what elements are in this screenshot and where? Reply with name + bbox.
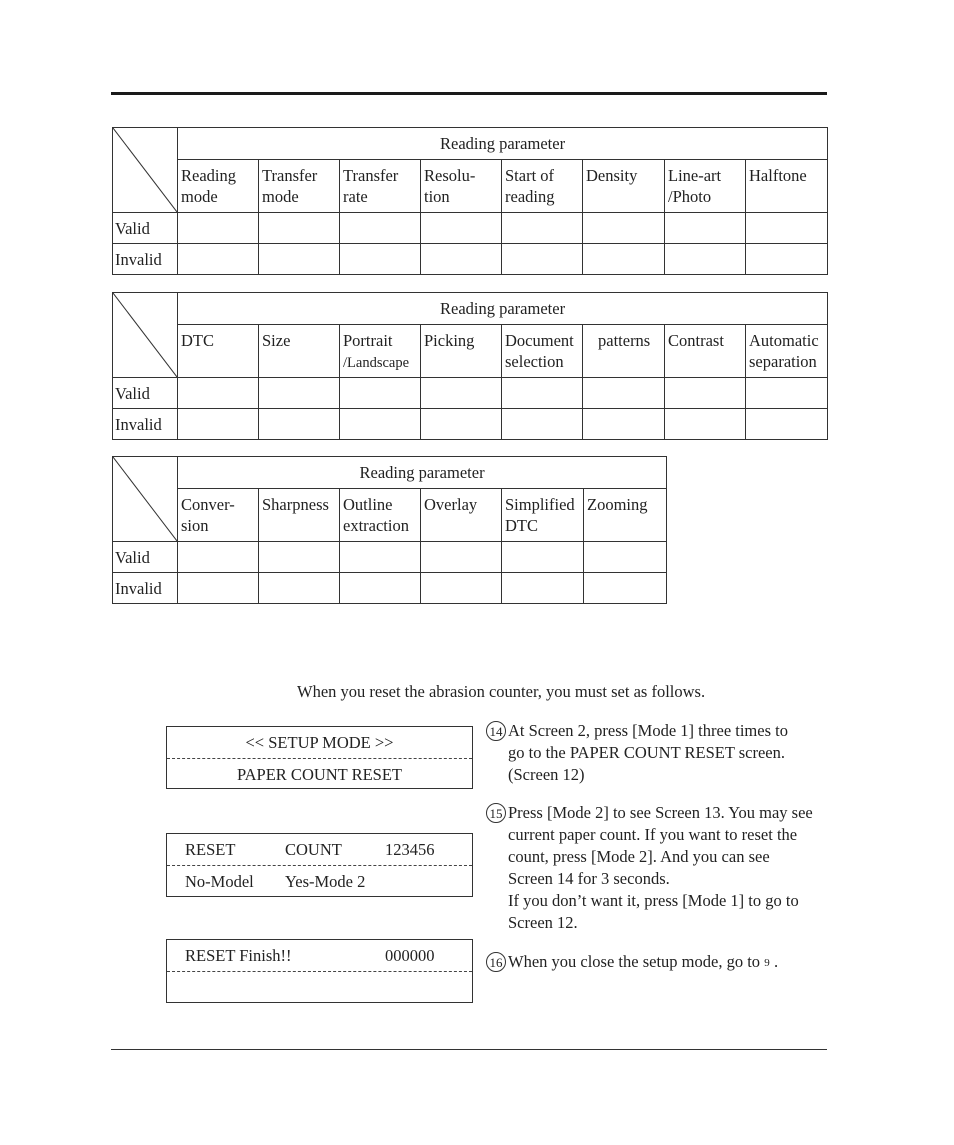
step-reference-circle: 9 xyxy=(764,957,770,969)
step-16 xyxy=(486,951,831,973)
group-header: Reading parameter xyxy=(178,457,667,489)
screen-line-2 xyxy=(167,972,472,1003)
column-header: Transfer mode xyxy=(259,160,340,213)
row-label: Invalid xyxy=(113,573,178,604)
count-value: 000000 xyxy=(385,946,435,965)
reset-finish-label: RESET Finish!! xyxy=(185,946,292,965)
step-text-line: Screen 14 for 3 seconds. xyxy=(508,869,670,888)
step-number-circle: 16 xyxy=(486,952,506,972)
column-header: Start of reading xyxy=(502,160,583,213)
column-header: Line-art /Photo xyxy=(665,160,746,213)
step-15 xyxy=(486,802,831,934)
column-header: Portrait /Landscape xyxy=(340,325,421,378)
no-option: No-Model xyxy=(185,872,254,891)
column-header: Reading mode xyxy=(178,160,259,213)
column-header: Picking xyxy=(421,325,502,378)
screen-line-2 xyxy=(167,866,472,897)
screen-line-1 xyxy=(167,834,472,866)
row-label: Invalid xyxy=(113,244,178,275)
lcd-screen-12 xyxy=(166,726,473,789)
column-header: Conver- sion xyxy=(178,489,259,542)
count-label: COUNT xyxy=(285,840,342,859)
column-header: Sharpness xyxy=(259,489,340,542)
row-label: Valid xyxy=(113,213,178,244)
row-label: Invalid xyxy=(113,409,178,440)
reset-label: RESET xyxy=(185,840,236,859)
step-number-circle: 15 xyxy=(486,803,506,823)
screen-line-2: PAPER COUNT RESET xyxy=(236,765,403,784)
column-header: Zooming xyxy=(584,489,667,542)
lcd-screen-13 xyxy=(166,833,473,897)
column-header: Automatic separation xyxy=(746,325,828,378)
group-header: Reading parameter xyxy=(178,128,828,160)
step-number-circle: 14 xyxy=(486,721,506,741)
column-header: Simplified DTC xyxy=(502,489,584,542)
footer-rule xyxy=(111,1049,827,1050)
yes-option: Yes-Mode 2 xyxy=(285,872,366,891)
step-text-line: current paper count. If you want to reset the xyxy=(508,825,798,844)
reading-parameter-table-1 xyxy=(112,127,828,275)
column-header: Size xyxy=(259,325,340,378)
row-label: Valid xyxy=(113,542,178,573)
step-text-line: Press [Mode 2] to see Screen 13. You may see xyxy=(508,803,813,822)
diagonal-corner-cell xyxy=(113,293,178,378)
step-14 xyxy=(486,720,831,786)
diagonal-corner-cell xyxy=(113,457,178,542)
column-header: Transfer rate xyxy=(340,160,421,213)
step-text-end: . xyxy=(774,952,779,971)
step-text: When you close the setup mode, go to xyxy=(508,952,761,971)
step-text-line: go to the PAPER COUNT RESET screen. xyxy=(508,743,785,762)
step-text-line: At Screen 2, press [Mode 1] three times to xyxy=(508,721,788,740)
screen-line-1: << SETUP MODE >> xyxy=(167,727,472,759)
diagonal-corner-cell xyxy=(113,128,178,213)
column-header: Overlay xyxy=(421,489,502,542)
column-header: DTC xyxy=(178,325,259,378)
step-text-line: count, press [Mode 2]. And you can see xyxy=(508,847,770,866)
reading-parameter-table-2 xyxy=(112,292,828,440)
reading-parameter-table-3 xyxy=(112,456,667,604)
header-rule xyxy=(111,92,827,95)
column-header: Document selection xyxy=(502,325,583,378)
intro-text: When you reset the abrasion counter, you must set as follows. xyxy=(297,682,706,701)
column-header: Contrast xyxy=(665,325,746,378)
column-header: patterns xyxy=(583,325,665,378)
lcd-screen-14 xyxy=(166,939,473,1003)
step-text-line: If you don’t want it, press [Mode 1] to go to xyxy=(508,891,799,910)
screen-line-1 xyxy=(167,940,472,972)
column-header: Outline extraction xyxy=(340,489,421,542)
step-text-line: (Screen 12) xyxy=(508,765,585,784)
count-value: 123456 xyxy=(385,840,435,859)
column-header: Resolu- tion xyxy=(421,160,502,213)
group-header: Reading parameter xyxy=(178,293,828,325)
column-header: Halftone xyxy=(746,160,828,213)
column-header: Density xyxy=(583,160,665,213)
row-label: Valid xyxy=(113,378,178,409)
step-text-line: Screen 12. xyxy=(508,913,578,932)
